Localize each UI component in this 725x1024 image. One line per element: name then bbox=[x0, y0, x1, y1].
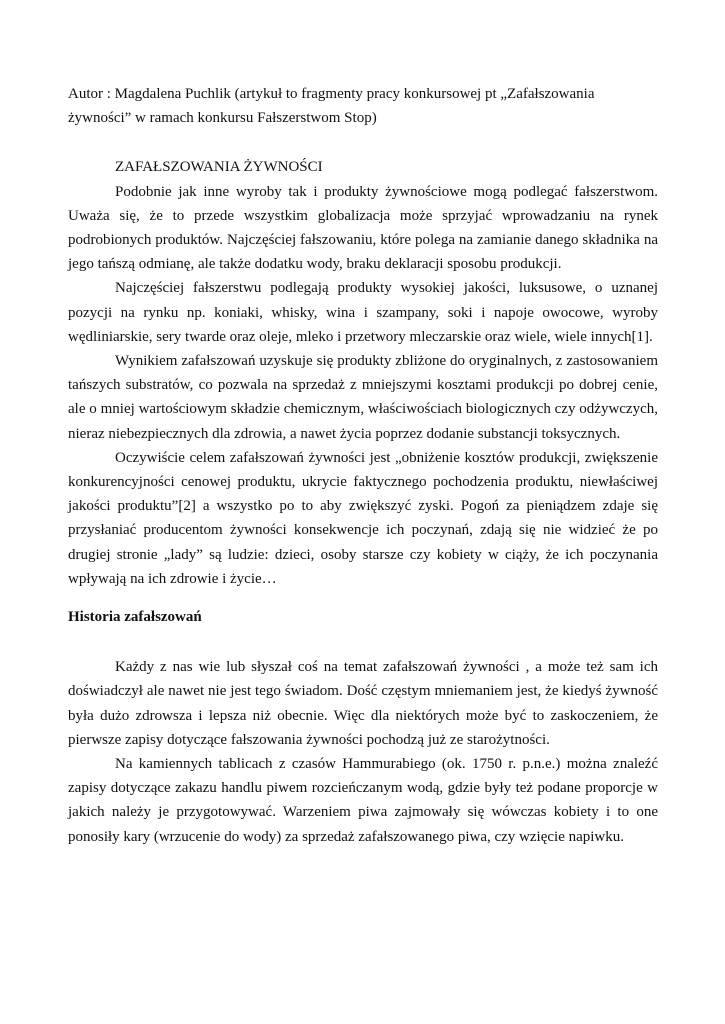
paragraph-intro-4: Oczywiście celem zafałszowań żywności jest „obniżenie kosztów produkcji, zwiększenie konkurencyjności cenowej produktu, ukrycie faktycznego pochodzenia produktu, niewłaściwej jakości produktu”[2] a wszystko po to aby zwiększyć zyski. Pogoń za pieniądzem zdaje się przysłaniać producentom żywności konsekwencje ich poczynań, zdają się nie widzieć że po drugiej stronie „lady” są ludzie: dzieci, osoby starsze czy kobiety w ciąży, że ich poczynania wpływają na ich zdrowie i życie… bbox=[68, 449, 658, 587]
paragraph-intro-2: Najczęściej fałszerstwu podlegają produkty wysokiej jakości, luksusowe, o uznanej pozycji na rynku np. koniaki, whisky, wina i szampany, soki i napoje owocowe, wyroby wędliniarskie, sery twarde oraz oleje, mleko i przetwory mleczarskie oraz wiele, wiele innych[1]. bbox=[68, 280, 658, 345]
document-page bbox=[68, 82, 658, 849]
paragraph-history-2: Na kamiennych tablicach z czasów Hammurabiego (ok. 1750 r. p.n.e.) można znaleźć zapisy dotyczące zakazu handlu piwem rozcieńczanym wodą, gdzie były też podane proporcje w jakich należy je przygotowywać. Warzeniem piwa zajmowały się wówczas kobiety i to one ponosiły kary (wrzucenie do wody) za sprzedaż zafałszowanego piwa, czy wzięcie napiwku. bbox=[68, 756, 658, 845]
paragraph-intro-3: Wynikiem zafałszowań uzyskuje się produkty zbliżone do oryginalnych, z zastosowaniem tańszych substratów, co pozwala na sprzedaż z mniejszymi kosztami produkcji po dobrej cenie, ale o mniej wartościowym składzie chemicznym, właściwościach biologicznych czy odżywczych, nieraz niebezpiecznych dla zdrowia, a nawet życia poprzez dodanie substancji toksycznych. bbox=[68, 353, 658, 442]
document-title: ZAFAŁSZOWANIA ŻYWNOŚCI bbox=[115, 159, 323, 176]
paragraph-intro-1: Podobnie jak inne wyroby tak i produkty żywnościowe mogą podlegać fałszerstwom. Uważa się, że to przede wszystkim globalizacja może sprzyjać wprowadzaniu na rynek podrobionych produktów. Najczęściej fałszowaniu, które polega na zamianie danego składnika na jego tańszą odmianę, ale także dodatku wody, braku deklaracji sposobu produkcji. bbox=[68, 183, 658, 273]
paragraph-history-1: Każdy z nas wie lub słyszał coś na temat zafałszowań żywności , a może też sam ich doświadczył ale nawet nie jest tego świadom. Dość częstym mniemaniem jest, że kiedyś żywność była dużo zdrowsza i lepsza niż obecnie. Więc dla niektórych może być to zaskoczeniem, że pierwsze zapisy dotyczące fałszowania żywności pochodzą już ze starożytności. bbox=[68, 659, 658, 748]
section-heading-history: Historia zafałszowań bbox=[68, 609, 202, 626]
author-line: Autor : Magdalena Puchlik (artykuł to fragmenty pracy konkursowej pt „Zafałszowania żywności” w ramach konkursu Fałszerstwom Stop) bbox=[68, 86, 595, 127]
